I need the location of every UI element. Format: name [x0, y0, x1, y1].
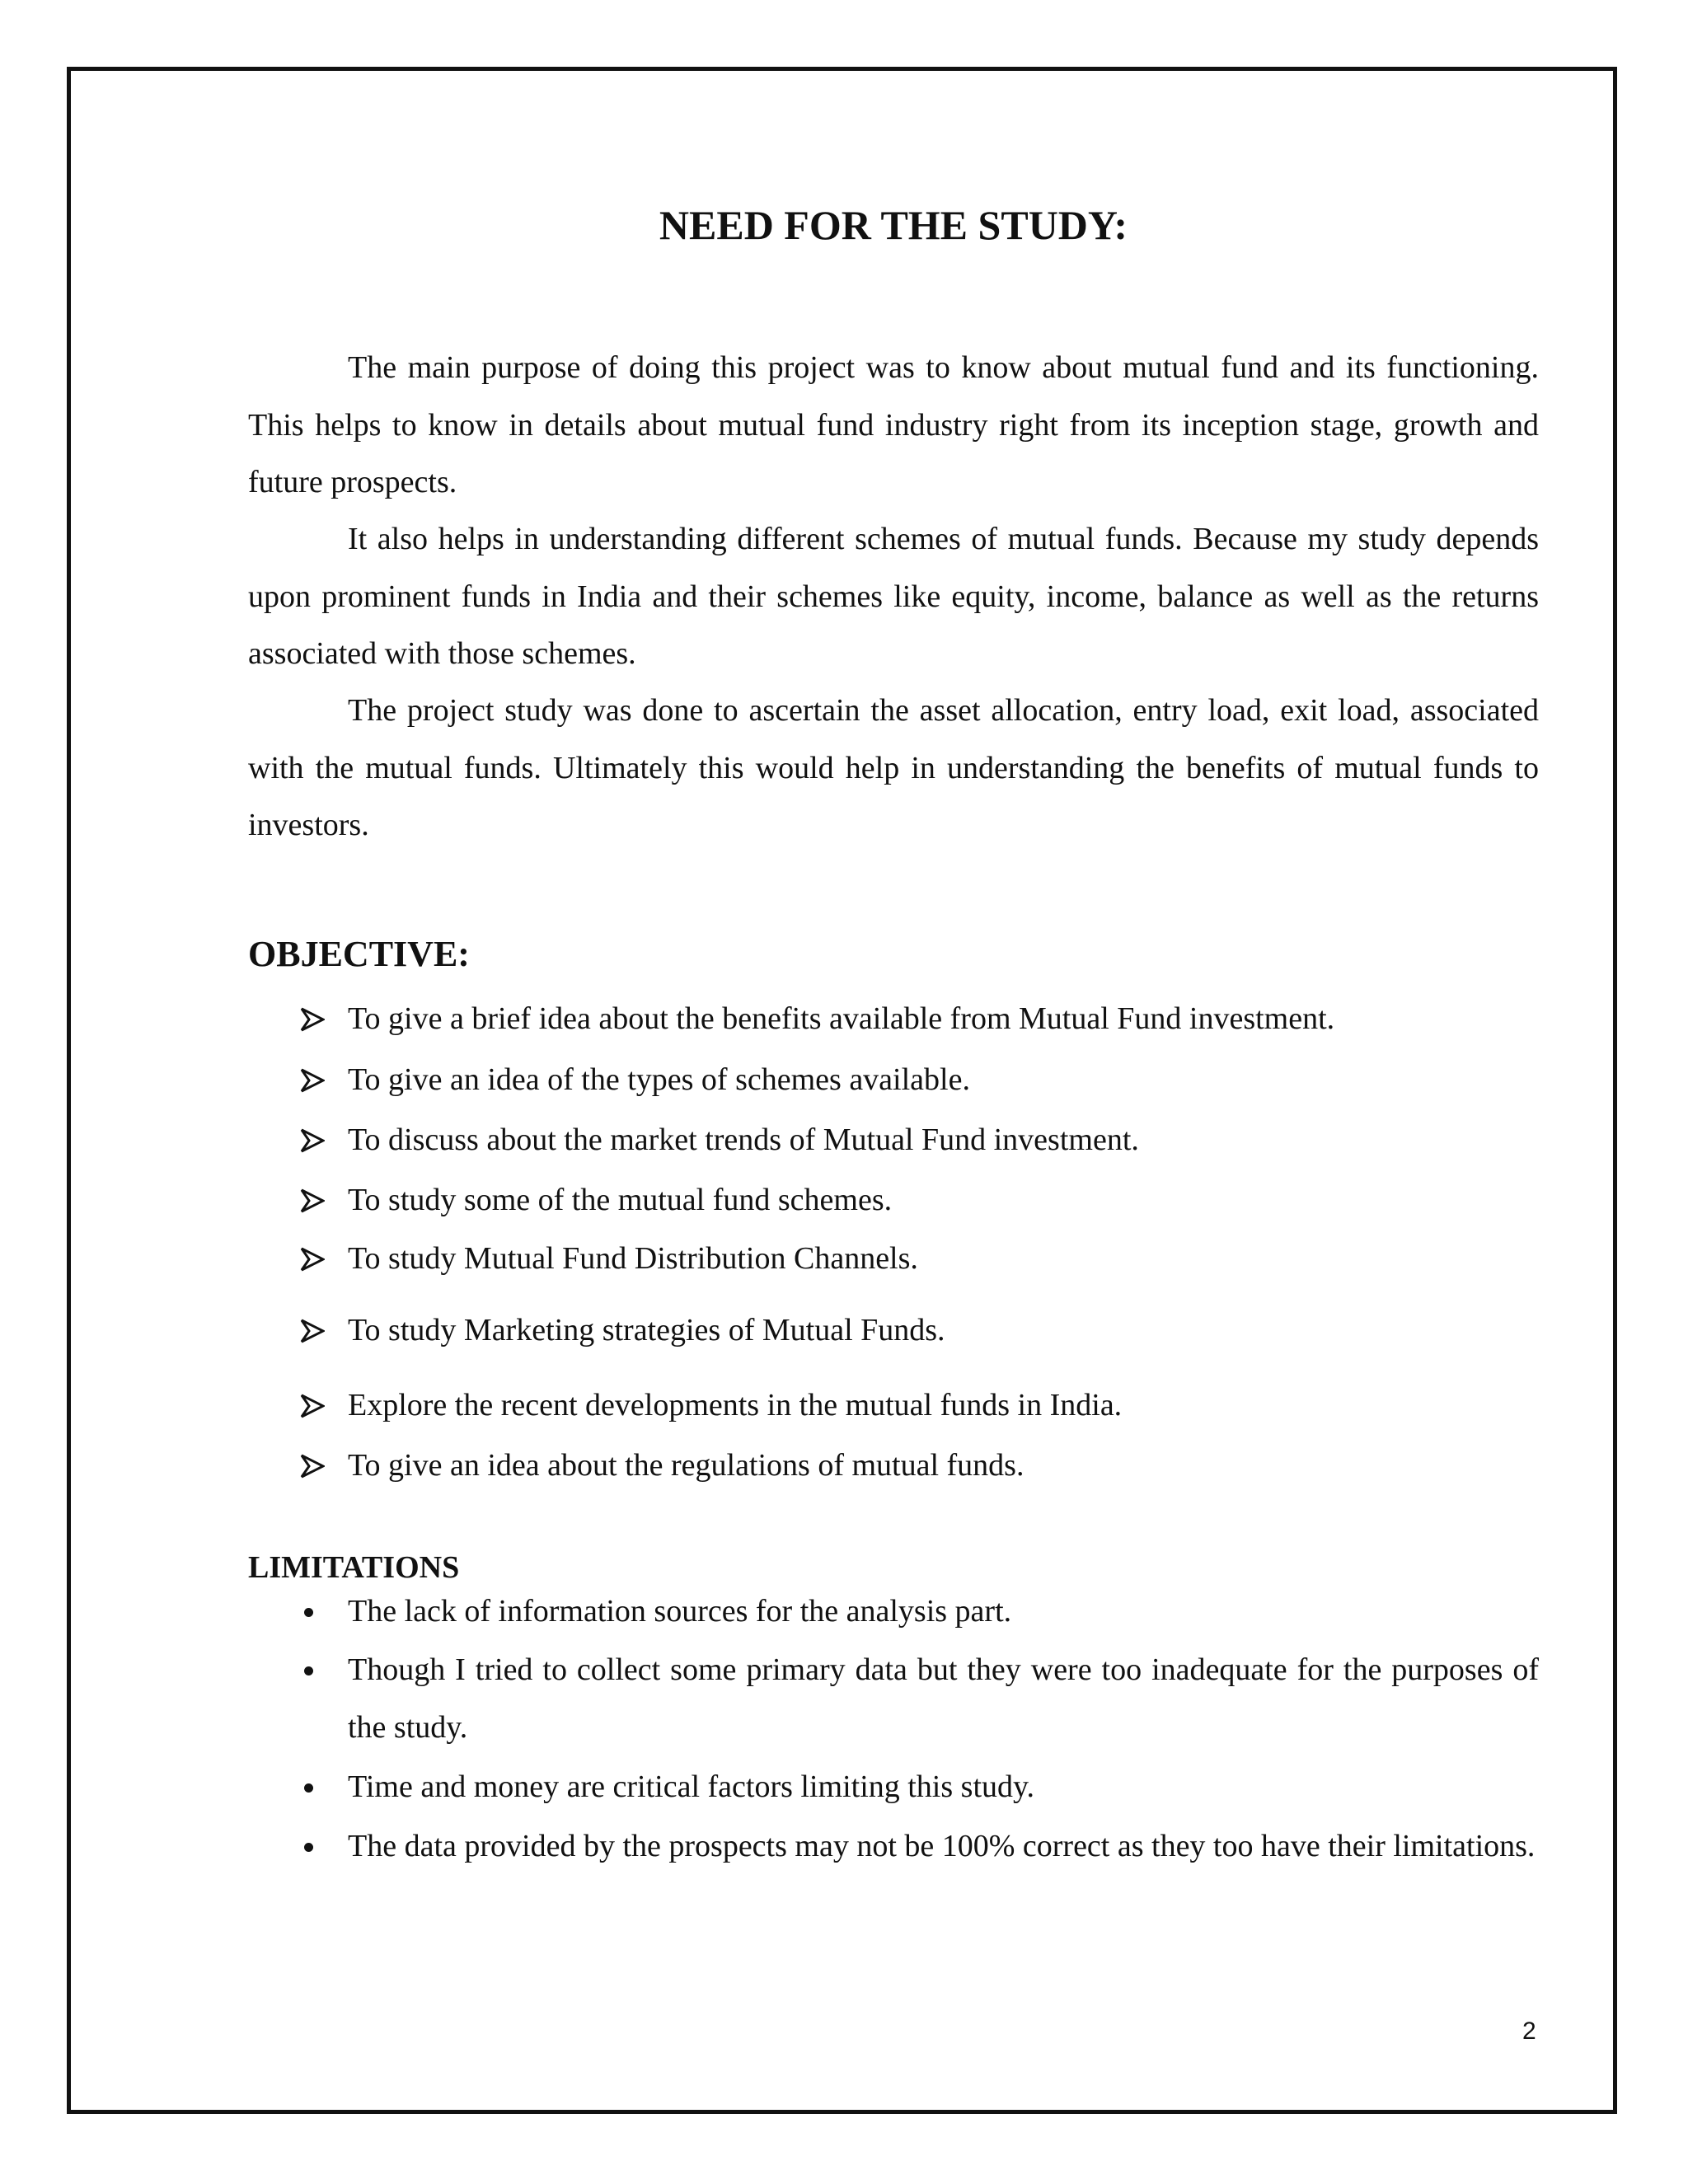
arrow-bullet-icon: [300, 1112, 330, 1169]
objective-item-text: To study Marketing strategies of Mutual Funds.: [348, 1313, 945, 1347]
bullet-dot-icon: [304, 1666, 313, 1675]
arrow-bullet-icon: [300, 991, 330, 1048]
objective-heading: OBJECTIVE:: [248, 934, 470, 974]
arrow-bullet-icon: [300, 1230, 330, 1288]
arrow-bullet-icon: [300, 1437, 330, 1495]
limitations-heading: LIMITATIONS: [248, 1550, 460, 1585]
objective-item-text: Explore the recent developments in the mutual funds in India.: [348, 1388, 1123, 1422]
bullet-dot-icon: [304, 1783, 313, 1793]
arrow-bullet-icon: [300, 1172, 330, 1230]
objective-item-text: To discuss about the market trends of Mutual Fund investment.: [348, 1122, 1139, 1157]
limitation-item-text: The lack of information sources for the analysis part.: [348, 1594, 1012, 1629]
bullet-dot-icon: [304, 1608, 313, 1617]
limitation-item-text: Though I tried to collect some primary data but they were too inadequate for the purposes of the study.: [348, 1652, 1539, 1745]
intro-paragraph: The main purpose of doing this project was to know about mutual fund and its functioning. This helps to know in details about mutual fund industry right from its inception stage, growth and future prospects.: [248, 350, 1539, 499]
intro-paragraph: The project study was done to ascertain the asset allocation, entry load, exit load, associated with the mutual funds. Ultimately this would help in understanding the benefits of mutual funds to investors.: [248, 693, 1539, 842]
limitation-item-text: Time and money are critical factors limiting this study.: [348, 1769, 1035, 1804]
intro-paragraph: It also helps in understanding different schemes of mutual funds. Because my study depends upon prominent funds in India and their schemes like equity, income, balance as well as the returns associated with those schemes.: [248, 522, 1539, 671]
arrow-bullet-icon: [300, 1302, 330, 1360]
arrow-bullet-icon: [300, 1052, 330, 1109]
objective-item-text: To give a brief idea about the benefits available from Mutual Fund investment.: [348, 1001, 1335, 1036]
limitation-item-text: The data provided by the prospects may not be 100% correct as they too have their limitations.: [348, 1829, 1536, 1863]
objective-item-text: To study Mutual Fund Distribution Channels.: [348, 1241, 918, 1276]
bullet-dot-icon: [304, 1843, 313, 1852]
arrow-bullet-icon: [300, 1377, 330, 1435]
page-title: NEED FOR THE STUDY:: [659, 202, 1128, 248]
objective-item-text: To study some of the mutual fund schemes.: [348, 1183, 893, 1217]
objective-item-text: To give an idea of the types of schemes available.: [348, 1062, 970, 1097]
page-number: 2: [1522, 2018, 1536, 2045]
objective-item-text: To give an idea about the regulations of mutual funds.: [348, 1448, 1025, 1483]
